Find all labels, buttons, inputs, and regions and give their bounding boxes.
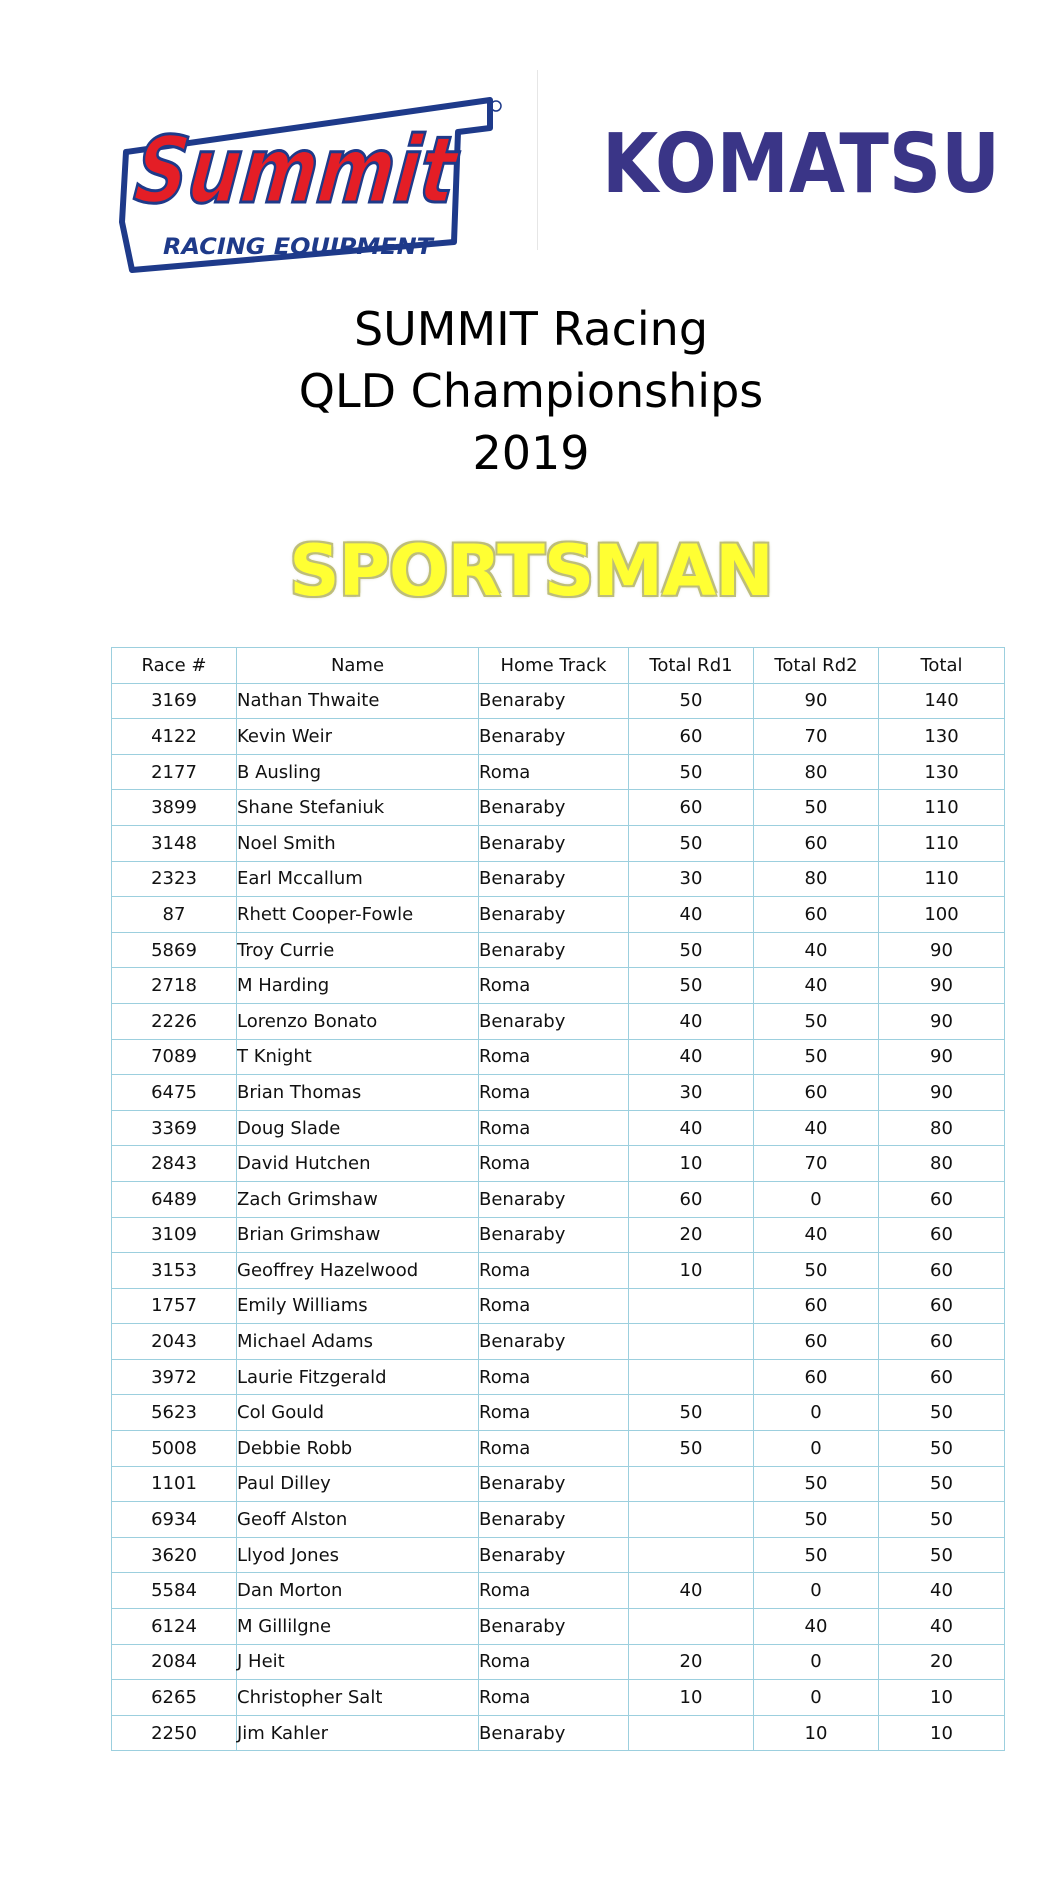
cell-name: Brian Grimshaw bbox=[237, 1217, 479, 1253]
table-row bbox=[112, 1431, 1005, 1467]
results-body bbox=[112, 683, 1005, 1751]
cell-race: 6489 bbox=[112, 1181, 237, 1217]
cell-total: 90 bbox=[879, 932, 1005, 968]
cell-total-rd2: 0 bbox=[754, 1181, 879, 1217]
cell-race: 5584 bbox=[112, 1573, 237, 1609]
cell-total-rd2: 50 bbox=[754, 1537, 879, 1573]
cell-name: David Hutchen bbox=[237, 1146, 479, 1182]
cell-name: Earl Mccallum bbox=[237, 861, 479, 897]
cell-home-track: Benaraby bbox=[479, 1609, 629, 1645]
cell-total-rd1: 40 bbox=[629, 1110, 754, 1146]
cell-name: Geoffrey Hazelwood bbox=[237, 1253, 479, 1289]
title-line-3: 2019 bbox=[472, 426, 590, 480]
cell-home-track: Roma bbox=[479, 1288, 629, 1324]
table-row bbox=[112, 1003, 1005, 1039]
cell-race: 3109 bbox=[112, 1217, 237, 1253]
cell-total-rd1: 50 bbox=[629, 1395, 754, 1431]
table-row bbox=[112, 932, 1005, 968]
cell-total-rd2: 60 bbox=[754, 1359, 879, 1395]
cell-total-rd2: 40 bbox=[754, 1609, 879, 1645]
table-row bbox=[112, 1466, 1005, 1502]
cell-name: M Gillilgne bbox=[237, 1609, 479, 1645]
cell-total-rd1 bbox=[629, 1609, 754, 1645]
cell-total-rd2: 60 bbox=[754, 1324, 879, 1360]
cell-home-track: Roma bbox=[479, 1146, 629, 1182]
cell-total-rd1: 40 bbox=[629, 1573, 754, 1609]
cell-name: B Ausling bbox=[237, 754, 479, 790]
table-row bbox=[112, 897, 1005, 933]
cell-total-rd2: 80 bbox=[754, 754, 879, 790]
cell-race: 2043 bbox=[112, 1324, 237, 1360]
category-label: SPORTSMAN bbox=[289, 530, 773, 612]
cell-name: Jim Kahler bbox=[237, 1715, 479, 1751]
cell-total-rd1: 50 bbox=[629, 825, 754, 861]
cell-home-track: Benaraby bbox=[479, 825, 629, 861]
table-row bbox=[112, 1288, 1005, 1324]
cell-total: 90 bbox=[879, 968, 1005, 1004]
cell-home-track: Benaraby bbox=[479, 1466, 629, 1502]
cell-race: 6265 bbox=[112, 1680, 237, 1716]
cell-total-rd1 bbox=[629, 1466, 754, 1502]
table-row bbox=[112, 1324, 1005, 1360]
cell-name: Noel Smith bbox=[237, 825, 479, 861]
cell-race: 4122 bbox=[112, 719, 237, 755]
cell-total-rd2: 40 bbox=[754, 1217, 879, 1253]
cell-total-rd2: 50 bbox=[754, 1466, 879, 1502]
cell-race: 3899 bbox=[112, 790, 237, 826]
cell-total: 40 bbox=[879, 1609, 1005, 1645]
cell-total-rd1: 60 bbox=[629, 719, 754, 755]
cell-home-track: Benaraby bbox=[479, 861, 629, 897]
cell-home-track: Roma bbox=[479, 1110, 629, 1146]
cell-total-rd2: 0 bbox=[754, 1431, 879, 1467]
cell-name: Nathan Thwaite bbox=[237, 683, 479, 719]
komatsu-logo-text: KOMATSU bbox=[602, 117, 1000, 212]
cell-total-rd2: 0 bbox=[754, 1644, 879, 1680]
cell-total-rd1 bbox=[629, 1324, 754, 1360]
cell-total: 140 bbox=[879, 683, 1005, 719]
title-line-2: QLD Championships bbox=[298, 364, 764, 418]
cell-total-rd2: 0 bbox=[754, 1395, 879, 1431]
cell-total-rd1: 50 bbox=[629, 754, 754, 790]
cell-total-rd2: 70 bbox=[754, 1146, 879, 1182]
cell-total: 60 bbox=[879, 1181, 1005, 1217]
cell-total-rd2: 60 bbox=[754, 825, 879, 861]
cell-home-track: Benaraby bbox=[479, 1537, 629, 1573]
cell-total-rd1: 10 bbox=[629, 1146, 754, 1182]
table-row bbox=[112, 754, 1005, 790]
cell-race: 2177 bbox=[112, 754, 237, 790]
header-home-track: Home Track bbox=[479, 648, 629, 684]
header-total-rd1: Total Rd1 bbox=[629, 648, 754, 684]
table-row bbox=[112, 968, 1005, 1004]
header-name: Name bbox=[237, 648, 479, 684]
cell-home-track: Roma bbox=[479, 1680, 629, 1716]
summit-logo-main: Summit bbox=[130, 116, 541, 224]
cell-total-rd2: 0 bbox=[754, 1680, 879, 1716]
page-title bbox=[0, 298, 1062, 484]
table-row bbox=[112, 1680, 1005, 1716]
table-row bbox=[112, 1359, 1005, 1395]
cell-total: 50 bbox=[879, 1395, 1005, 1431]
cell-home-track: Benaraby bbox=[479, 683, 629, 719]
cell-name: Laurie Fitzgerald bbox=[237, 1359, 479, 1395]
cell-home-track: Roma bbox=[479, 1039, 629, 1075]
cell-race: 2323 bbox=[112, 861, 237, 897]
cell-total-rd2: 70 bbox=[754, 719, 879, 755]
cell-total: 60 bbox=[879, 1217, 1005, 1253]
cell-total-rd1: 60 bbox=[629, 790, 754, 826]
table-row bbox=[112, 825, 1005, 861]
table-row bbox=[112, 1181, 1005, 1217]
cell-race: 2843 bbox=[112, 1146, 237, 1182]
cell-total: 40 bbox=[879, 1573, 1005, 1609]
table-row bbox=[112, 1715, 1005, 1751]
table-header-row bbox=[112, 648, 1005, 684]
cell-race: 5008 bbox=[112, 1431, 237, 1467]
cell-name: Lorenzo Bonato bbox=[237, 1003, 479, 1039]
cell-total-rd2: 0 bbox=[754, 1573, 879, 1609]
cell-home-track: Benaraby bbox=[479, 932, 629, 968]
results-table bbox=[111, 647, 1005, 1751]
cell-race: 6934 bbox=[112, 1502, 237, 1538]
cell-total-rd1: 10 bbox=[629, 1680, 754, 1716]
cell-race: 2718 bbox=[112, 968, 237, 1004]
cell-name: Geoff Alston bbox=[237, 1502, 479, 1538]
cell-name: Paul Dilley bbox=[237, 1466, 479, 1502]
cell-race: 1101 bbox=[112, 1466, 237, 1502]
cell-total-rd1 bbox=[629, 1715, 754, 1751]
cell-name: Kevin Weir bbox=[237, 719, 479, 755]
title-line-1: SUMMIT Racing bbox=[353, 302, 709, 356]
komatsu-logo bbox=[600, 117, 1002, 212]
table-row bbox=[112, 1395, 1005, 1431]
cell-total: 50 bbox=[879, 1537, 1005, 1573]
cell-total: 60 bbox=[879, 1359, 1005, 1395]
cell-name: Zach Grimshaw bbox=[237, 1181, 479, 1217]
cell-total-rd1: 30 bbox=[629, 861, 754, 897]
cell-total-rd1: 40 bbox=[629, 1039, 754, 1075]
cell-total: 10 bbox=[879, 1680, 1005, 1716]
cell-race: 6124 bbox=[112, 1609, 237, 1645]
cell-home-track: Roma bbox=[479, 1359, 629, 1395]
table-row bbox=[112, 1110, 1005, 1146]
cell-total-rd2: 40 bbox=[754, 968, 879, 1004]
cell-total-rd1: 40 bbox=[629, 1003, 754, 1039]
header-total: Total bbox=[879, 648, 1005, 684]
header-total-rd2: Total Rd2 bbox=[754, 648, 879, 684]
cell-name: Dan Morton bbox=[237, 1573, 479, 1609]
cell-race: 3148 bbox=[112, 825, 237, 861]
cell-race: 5623 bbox=[112, 1395, 237, 1431]
cell-total: 110 bbox=[879, 790, 1005, 826]
table-row bbox=[112, 1146, 1005, 1182]
cell-race: 3972 bbox=[112, 1359, 237, 1395]
cell-total: 60 bbox=[879, 1324, 1005, 1360]
cell-home-track: Benaraby bbox=[479, 1181, 629, 1217]
cell-home-track: Benaraby bbox=[479, 1502, 629, 1538]
cell-total: 50 bbox=[879, 1502, 1005, 1538]
cell-race: 7089 bbox=[112, 1039, 237, 1075]
cell-total: 90 bbox=[879, 1003, 1005, 1039]
cell-total-rd1: 50 bbox=[629, 968, 754, 1004]
cell-total-rd1: 60 bbox=[629, 1181, 754, 1217]
cell-total-rd1: 30 bbox=[629, 1075, 754, 1111]
table-row bbox=[112, 1537, 1005, 1573]
cell-total-rd2: 40 bbox=[754, 1110, 879, 1146]
cell-home-track: Roma bbox=[479, 1075, 629, 1111]
table-row bbox=[112, 1075, 1005, 1111]
cell-home-track: Benaraby bbox=[479, 1324, 629, 1360]
header-race: Race # bbox=[112, 648, 237, 684]
table-row bbox=[112, 719, 1005, 755]
cell-race: 3169 bbox=[112, 683, 237, 719]
cell-name: J Heit bbox=[237, 1644, 479, 1680]
cell-total-rd1: 10 bbox=[629, 1253, 754, 1289]
cell-name: Christopher Salt bbox=[237, 1680, 479, 1716]
table-row bbox=[112, 1253, 1005, 1289]
cell-total: 100 bbox=[879, 897, 1005, 933]
cell-race: 3620 bbox=[112, 1537, 237, 1573]
cell-total-rd2: 90 bbox=[754, 683, 879, 719]
cell-total: 50 bbox=[879, 1466, 1005, 1502]
cell-name: Emily Williams bbox=[237, 1288, 479, 1324]
cell-name: Michael Adams bbox=[237, 1324, 479, 1360]
table-row bbox=[112, 1217, 1005, 1253]
cell-total: 80 bbox=[879, 1110, 1005, 1146]
cell-name: Debbie Robb bbox=[237, 1431, 479, 1467]
summit-racing-logo bbox=[118, 92, 541, 272]
cell-total-rd2: 10 bbox=[754, 1715, 879, 1751]
cell-home-track: Roma bbox=[479, 754, 629, 790]
cell-total-rd1: 50 bbox=[629, 683, 754, 719]
cell-home-track: Benaraby bbox=[479, 790, 629, 826]
cell-total-rd1: 20 bbox=[629, 1644, 754, 1680]
cell-home-track: Roma bbox=[479, 1431, 629, 1467]
cell-total-rd2: 50 bbox=[754, 1003, 879, 1039]
cell-name: Col Gould bbox=[237, 1395, 479, 1431]
table-row bbox=[112, 790, 1005, 826]
cell-total-rd2: 50 bbox=[754, 1039, 879, 1075]
cell-total-rd1 bbox=[629, 1537, 754, 1573]
cell-total: 90 bbox=[879, 1075, 1005, 1111]
cell-race: 2084 bbox=[112, 1644, 237, 1680]
cell-total-rd2: 60 bbox=[754, 1288, 879, 1324]
cell-race: 1757 bbox=[112, 1288, 237, 1324]
cell-total-rd1: 50 bbox=[629, 1431, 754, 1467]
table-row bbox=[112, 1502, 1005, 1538]
category-heading bbox=[0, 530, 1062, 612]
cell-home-track: Roma bbox=[479, 1573, 629, 1609]
cell-total-rd2: 50 bbox=[754, 1502, 879, 1538]
cell-home-track: Benaraby bbox=[479, 1003, 629, 1039]
cell-total: 20 bbox=[879, 1644, 1005, 1680]
cell-name: Doug Slade bbox=[237, 1110, 479, 1146]
cell-race: 3369 bbox=[112, 1110, 237, 1146]
cell-race: 6475 bbox=[112, 1075, 237, 1111]
cell-total: 50 bbox=[879, 1431, 1005, 1467]
table-row bbox=[112, 1644, 1005, 1680]
cell-total-rd1 bbox=[629, 1288, 754, 1324]
logo-divider bbox=[537, 70, 538, 250]
cell-home-track: Benaraby bbox=[479, 719, 629, 755]
cell-home-track: Roma bbox=[479, 968, 629, 1004]
cell-race: 5869 bbox=[112, 932, 237, 968]
cell-total-rd2: 50 bbox=[754, 1253, 879, 1289]
cell-home-track: Benaraby bbox=[479, 897, 629, 933]
summit-logo-sub: RACING EQUIPMENT bbox=[163, 235, 436, 260]
cell-home-track: Roma bbox=[479, 1395, 629, 1431]
sponsor-logos bbox=[0, 70, 1062, 270]
cell-name: M Harding bbox=[237, 968, 479, 1004]
cell-total-rd2: 60 bbox=[754, 897, 879, 933]
table-row bbox=[112, 1573, 1005, 1609]
cell-race: 2250 bbox=[112, 1715, 237, 1751]
cell-total: 80 bbox=[879, 1146, 1005, 1182]
table-row bbox=[112, 1039, 1005, 1075]
cell-total-rd1 bbox=[629, 1359, 754, 1395]
cell-total: 10 bbox=[879, 1715, 1005, 1751]
cell-total: 60 bbox=[879, 1288, 1005, 1324]
cell-total: 90 bbox=[879, 1039, 1005, 1075]
cell-total-rd2: 50 bbox=[754, 790, 879, 826]
cell-total-rd1: 50 bbox=[629, 932, 754, 968]
cell-race: 2226 bbox=[112, 1003, 237, 1039]
cell-name: T Knight bbox=[237, 1039, 479, 1075]
cell-name: Shane Stefaniuk bbox=[237, 790, 479, 826]
cell-total: 130 bbox=[879, 719, 1005, 755]
cell-race: 87 bbox=[112, 897, 237, 933]
cell-total-rd1: 40 bbox=[629, 897, 754, 933]
cell-home-track: Benaraby bbox=[479, 1217, 629, 1253]
cell-total-rd1: 20 bbox=[629, 1217, 754, 1253]
cell-total: 130 bbox=[879, 754, 1005, 790]
cell-home-track: Roma bbox=[479, 1644, 629, 1680]
table-row bbox=[112, 861, 1005, 897]
cell-total-rd2: 40 bbox=[754, 932, 879, 968]
table-row bbox=[112, 1609, 1005, 1645]
cell-total-rd1 bbox=[629, 1502, 754, 1538]
cell-total-rd2: 60 bbox=[754, 1075, 879, 1111]
cell-name: Llyod Jones bbox=[237, 1537, 479, 1573]
cell-total-rd2: 80 bbox=[754, 861, 879, 897]
cell-total: 110 bbox=[879, 825, 1005, 861]
cell-home-track: Benaraby bbox=[479, 1715, 629, 1751]
cell-total: 60 bbox=[879, 1253, 1005, 1289]
cell-name: Brian Thomas bbox=[237, 1075, 479, 1111]
cell-home-track: Roma bbox=[479, 1253, 629, 1289]
cell-race: 3153 bbox=[112, 1253, 237, 1289]
table-row bbox=[112, 683, 1005, 719]
cell-name: Rhett Cooper-Fowle bbox=[237, 897, 479, 933]
cell-total: 110 bbox=[879, 861, 1005, 897]
cell-name: Troy Currie bbox=[237, 932, 479, 968]
